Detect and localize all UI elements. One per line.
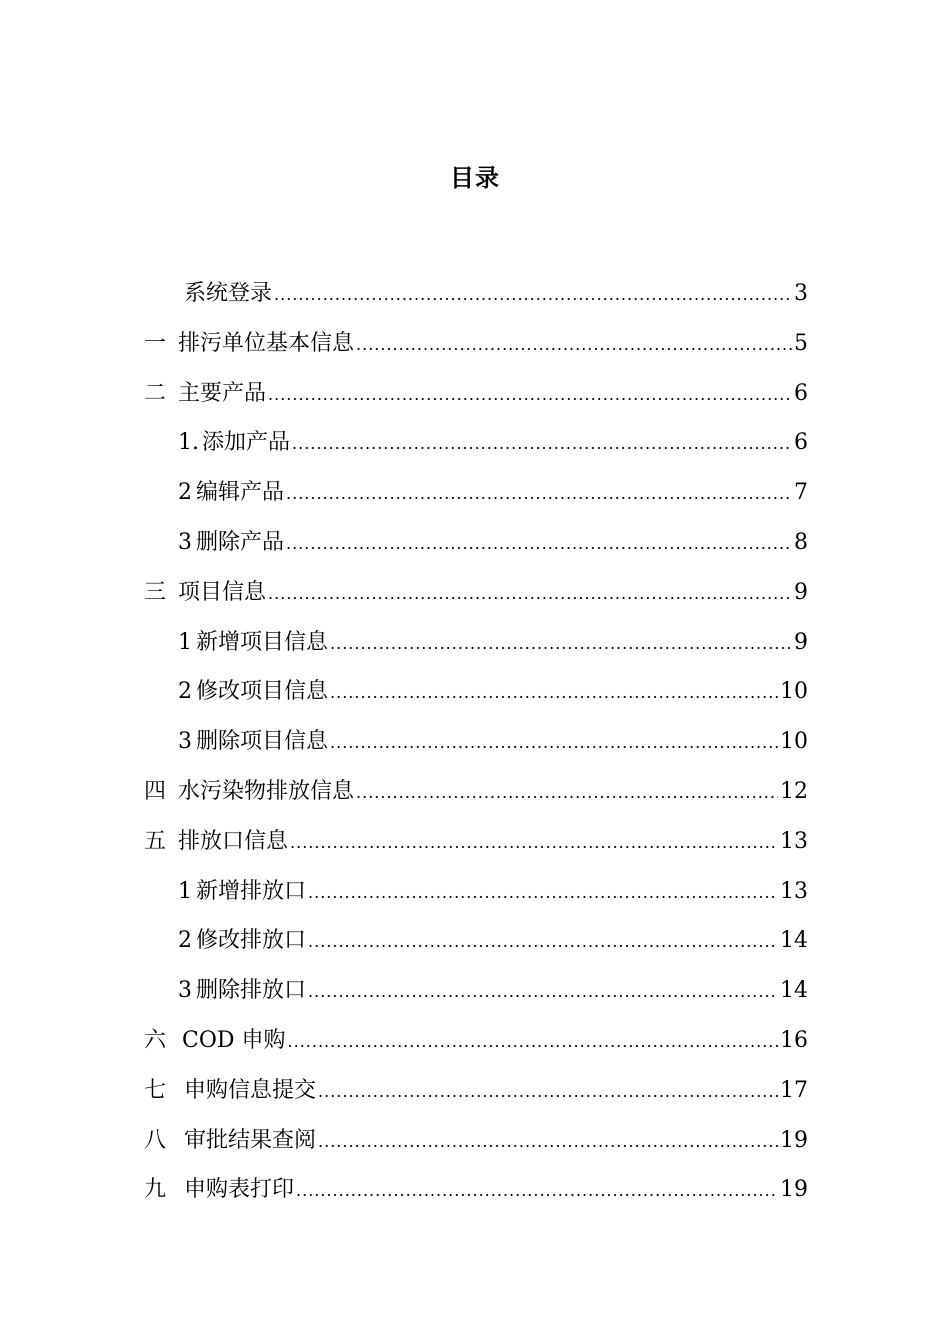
toc-entry-page: 17: [780, 1077, 808, 1103]
toc-entry-number: 三: [144, 579, 167, 605]
toc-entry[interactable]: [144, 625, 808, 675]
toc-entry-label: 排污单位基本信息: [178, 330, 355, 356]
toc-entry[interactable]: [144, 1172, 808, 1222]
toc-entry[interactable]: [144, 973, 808, 1023]
toc-leader: [356, 775, 778, 811]
toc-entry-label: 系统登录: [184, 281, 273, 306]
toc-entry[interactable]: [144, 425, 808, 475]
toc-entry-number: 3: [178, 529, 192, 555]
toc-entry[interactable]: [144, 575, 808, 625]
toc-leader: [292, 426, 792, 462]
toc-entry-label: 修改排放口: [196, 928, 307, 954]
toc-entry-label: 删除排放口: [196, 978, 307, 1004]
toc-entry-page: 13: [780, 828, 808, 854]
toc-leader: [356, 327, 792, 363]
toc-entry-label: 新增排放口: [196, 878, 307, 904]
toc-entry-label: 删除项目信息: [196, 729, 329, 755]
toc-entry[interactable]: [144, 923, 808, 973]
toc-entry-label: 删除产品: [196, 529, 285, 555]
toc-leader: [274, 277, 792, 313]
toc-entry-label: 修改项目信息: [196, 679, 329, 705]
toc-leader: [288, 1024, 778, 1060]
toc-leader: [318, 1124, 778, 1160]
toc-entry-number: 3: [178, 729, 192, 755]
toc-entry-label: COD 申购: [182, 1027, 286, 1053]
toc-entry-number: 二: [144, 380, 167, 406]
toc-entry[interactable]: [144, 824, 808, 874]
toc-leader: [286, 476, 792, 512]
toc-entry-page: 6: [794, 380, 808, 406]
toc-entry[interactable]: [144, 674, 808, 724]
toc-entry-number: 1: [178, 878, 192, 904]
toc-entry-page: 10: [780, 679, 808, 705]
toc-entry-label: 申购表打印: [184, 1177, 295, 1203]
toc-entry-label: 项目信息: [178, 579, 267, 605]
toc-leader: [286, 526, 792, 562]
toc-entry-number: 一: [144, 330, 167, 356]
toc-entry[interactable]: [144, 525, 808, 575]
toc-entry-number: 1: [178, 629, 192, 655]
toc-entry[interactable]: [144, 276, 808, 326]
toc-entry[interactable]: [144, 475, 808, 525]
toc-entry-page: 5: [794, 330, 808, 356]
toc-entry-number: 九: [144, 1177, 167, 1203]
toc-entry-number: 六: [144, 1027, 167, 1053]
toc-entry-page: 19: [780, 1177, 808, 1203]
toc-entry-number: 3: [178, 978, 192, 1004]
toc-entry-label: 添加产品: [202, 430, 291, 456]
toc-entry-label: 水污染物排放信息: [178, 778, 355, 804]
toc-leader: [318, 1074, 778, 1110]
toc-list: [144, 276, 808, 1222]
toc-entry-label: 新增项目信息: [196, 629, 329, 655]
toc-leader: [330, 675, 778, 711]
toc-entry[interactable]: [144, 326, 808, 376]
toc-entry-number: 2: [178, 928, 192, 954]
toc-entry[interactable]: [144, 774, 808, 824]
toc-entry-page: 6: [794, 430, 808, 456]
toc-entry-label: 申购信息提交: [184, 1077, 317, 1103]
toc-leader: [308, 875, 778, 911]
toc-entry-page: 14: [780, 978, 808, 1004]
toc-entry-number: 七: [144, 1077, 167, 1103]
toc-entry-number: 五: [144, 828, 167, 854]
toc-entry-page: 7: [794, 480, 808, 506]
toc-entry-page: 3: [794, 281, 808, 306]
toc-entry-page: 10: [780, 729, 808, 755]
toc-entry-page: 14: [780, 928, 808, 954]
toc-entry[interactable]: [144, 1073, 808, 1123]
toc-entry[interactable]: [144, 1023, 808, 1073]
toc-entry-label: 主要产品: [178, 380, 267, 406]
toc-entry[interactable]: [144, 874, 808, 924]
toc-leader: [268, 377, 792, 413]
toc-entry-label: 审批结果查阅: [184, 1127, 317, 1153]
toc-entry[interactable]: [144, 724, 808, 774]
toc-entry-label: 排放口信息: [178, 828, 289, 854]
toc-entry-number: 四: [144, 778, 167, 804]
toc-leader: [268, 576, 792, 612]
toc-leader: [290, 825, 778, 861]
toc-entry-number: 2: [178, 480, 192, 506]
toc-leader: [308, 974, 778, 1010]
toc-entry-page: 9: [794, 579, 808, 605]
toc-entry-page: 13: [780, 878, 808, 904]
toc-leader: [330, 725, 778, 761]
toc-leader: [330, 626, 792, 662]
page-title: 目录: [450, 164, 500, 192]
toc-entry-page: 19: [780, 1127, 808, 1153]
toc-entry-number: 2: [178, 679, 192, 705]
toc-leader: [308, 924, 778, 960]
toc-entry-label: 编辑产品: [196, 480, 285, 506]
toc-entry-page: 9: [794, 629, 808, 655]
toc-entry-number: 1.: [178, 430, 199, 456]
toc-entry-page: 12: [780, 778, 808, 804]
toc-entry[interactable]: [144, 376, 808, 426]
toc-entry[interactable]: [144, 1123, 808, 1173]
toc-entry-page: 16: [780, 1027, 808, 1053]
toc-leader: [296, 1173, 778, 1209]
toc-entry-number: 八: [144, 1127, 167, 1153]
toc-entry-page: 8: [794, 529, 808, 555]
